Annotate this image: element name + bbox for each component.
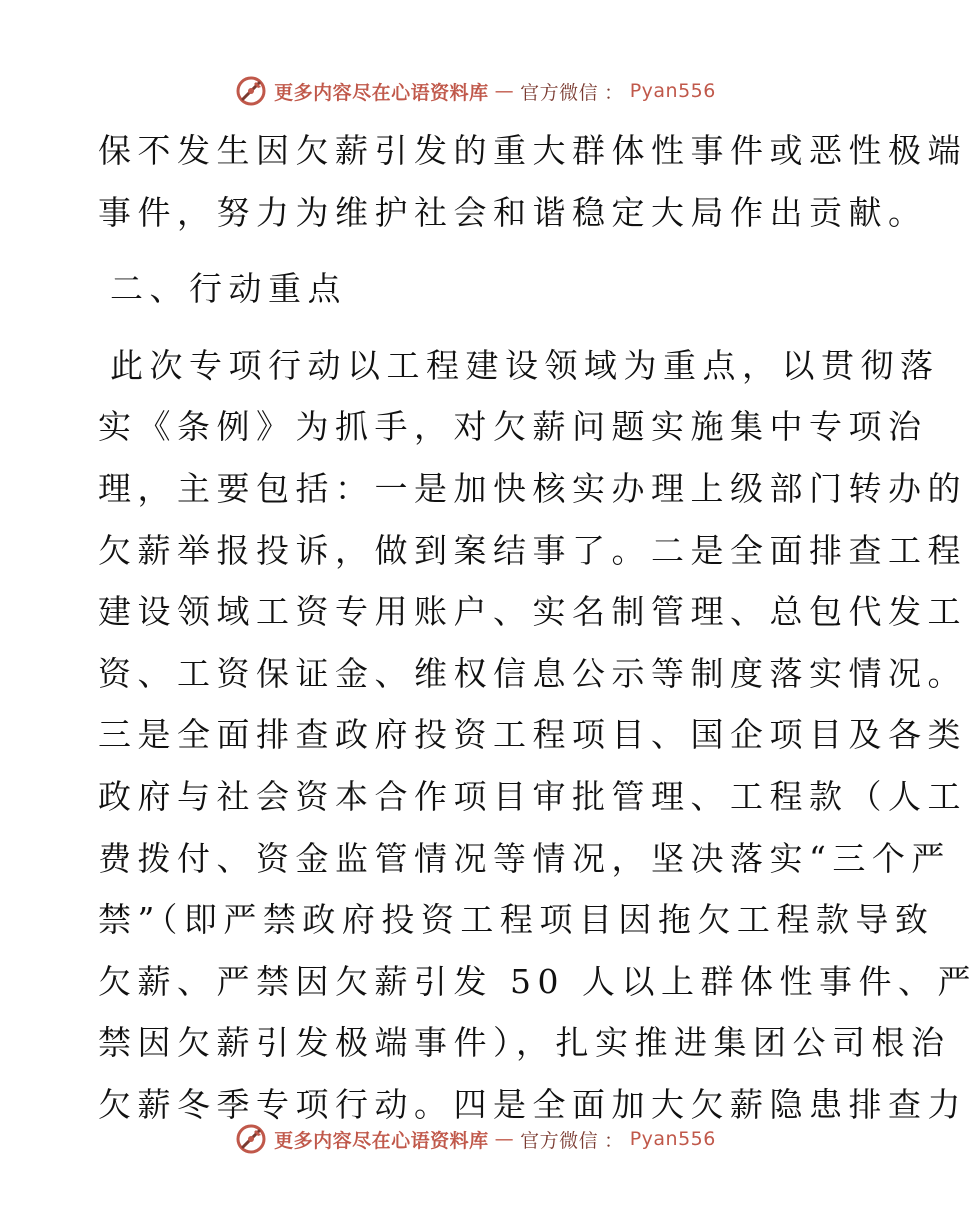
paragraph-action-focus bbox=[98, 335, 977, 1136]
text-line: 理，主要包括：一是加快核实办理上级部门转办的 bbox=[98, 468, 967, 508]
text-line: 实《条例》为抓手，对欠薪问题实施集中专项治 bbox=[98, 407, 928, 447]
watermark-official-label: 官方微信 bbox=[520, 81, 599, 104]
text-line: 禁因欠薪引发极端事件），扎实推进集团公司根治 bbox=[98, 1023, 951, 1063]
paragraph-intro bbox=[98, 120, 967, 243]
logo-icon bbox=[234, 74, 268, 108]
watermark-official-label: 官方微信 bbox=[520, 1129, 599, 1152]
text-line: 保不发生因欠薪引发的重大群体性事件或恶性极端 bbox=[98, 131, 967, 170]
watermark-colon: ： bbox=[604, 81, 624, 104]
text-line: 禁”（即严禁政府投资工程项目因拖欠工程款导致 bbox=[98, 900, 935, 940]
text-line: 政府与社会资本合作项目审批管理、工程款（人工 bbox=[98, 776, 967, 816]
watermark-dash: — bbox=[494, 80, 515, 102]
watermark-dash: — bbox=[494, 1128, 515, 1150]
section-heading: 二、行动重点 bbox=[110, 269, 347, 309]
text-line: 费拨付、资金监管情况等情况，坚决落实“三个严 bbox=[98, 838, 951, 878]
text-line: 事件，努力为维护社会和谐稳定大局作出贡献。 bbox=[98, 192, 928, 232]
text-line: 建设领域工资专用账户、实名制管理、总包代发工 bbox=[98, 592, 967, 632]
text-line: 此次专项行动以工程建设领域为重点，以贯彻落 bbox=[110, 345, 940, 385]
watermark-main-text: 更多内容尽在心语资料库 bbox=[274, 1129, 489, 1152]
watermark-main-text: 更多内容尽在心语资料库 bbox=[274, 81, 489, 104]
watermark-wechat-id: Pyan556 bbox=[629, 1128, 716, 1150]
text-line: 资、工资保证金、维权信息公示等制度落实情况。 bbox=[98, 653, 967, 693]
text-line: 三是全面排查政府投资工程项目、国企项目及各类 bbox=[98, 715, 967, 755]
watermark-wechat-id: Pyan556 bbox=[629, 80, 716, 102]
text-line: 欠薪、严禁因欠薪引发 50 人以上群体性事件、严 bbox=[98, 961, 977, 1001]
logo-icon bbox=[234, 1122, 268, 1156]
footer-watermark bbox=[0, 1122, 950, 1156]
text-line: 欠薪冬季专项行动。四是全面加大欠薪隐患排查力 bbox=[98, 1084, 967, 1124]
text-line: 欠薪举报投诉，做到案结事了。二是全面排查工程 bbox=[98, 530, 967, 570]
watermark-colon: ： bbox=[604, 1129, 624, 1152]
header-watermark bbox=[0, 74, 950, 108]
document-body bbox=[98, 120, 977, 1136]
